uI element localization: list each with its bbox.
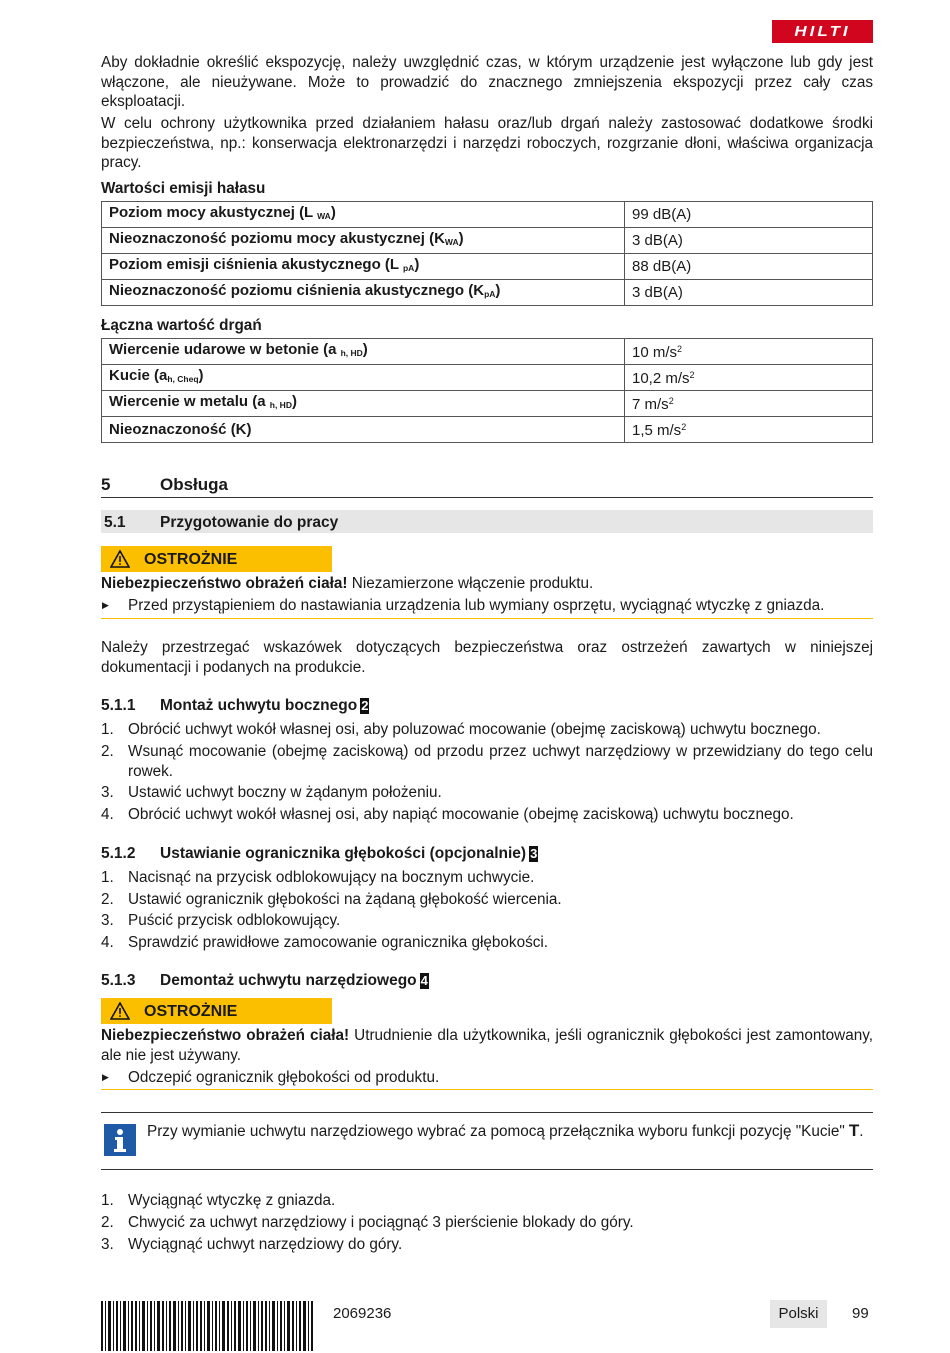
vibration-table [101, 338, 873, 443]
noise-table-title: Wartości emisji hałasu [101, 180, 266, 197]
safety-note: Należy przestrzegać wskazówek dotyczących bezpieczeństwa oraz ostrzeżeń zawartych w niniejszej dokumentacji i podanych na produkcie. [101, 639, 873, 676]
vibration-table-title: Łączna wartość drgań [101, 317, 262, 334]
warning-divider [101, 618, 873, 619]
table-row: Wiercenie udarowe w betonie (a $_{h, HD}$) 10 $m/s^2$ [102, 339, 873, 365]
table-row: Poziom mocy akustycznej (L $_{WA}$) 99 dB(A) [102, 202, 873, 228]
section-heading-5: 5 Obsługa [101, 473, 873, 498]
bullet-arrow-icon: ▶ [102, 1072, 109, 1082]
table-row: Poziom emisji ciśnienia akustycznego (L $_{pA}$) 88 dB(A) [102, 254, 873, 280]
figure-reference: 4 [420, 973, 428, 988]
section-heading-5-1: 5.1 Przygotowanie do pracy [101, 510, 873, 533]
hilti-logo: HILTI [772, 20, 873, 43]
chisel-mode-icon: T [848, 1121, 860, 1140]
warning-1-text: Niebezpieczeństwo obrażeń ciała! Niezamierzone włączenie produktu. [101, 575, 594, 592]
warning-triangle-icon [110, 1002, 130, 1020]
table-row: Nieoznaczoność poziomu ciśnienia akustycznego $(K_{pA})$ 3 dB(A) [102, 280, 873, 306]
page-number: 99 [852, 1305, 869, 1322]
document-number: 2069236 [333, 1305, 392, 1322]
table-row: Nieoznaczoność (K) 1,5 $m/s^2$ [102, 417, 873, 443]
caution-label-2: OSTROŻNIE [101, 998, 332, 1024]
table-row: Kucie $(a_{h, Cheq})$ 10,2 $m/s^2$ [102, 365, 873, 391]
warning-2-text: Niebezpieczeństwo obrażeń ciała! Utrudnienie dla użytkownika, jeśli ogranicznik głębokości jest zamontowany, ale nie jest używany. [101, 1027, 873, 1064]
language-badge: Polski [770, 1300, 827, 1328]
table-row: Wiercenie w metalu (a $_{h, HD}$) 7 $m/s^2$ [102, 391, 873, 417]
figure-reference: 3 [530, 846, 538, 861]
warning-triangle-icon [110, 550, 130, 568]
figure-reference: 2 [361, 698, 369, 713]
intro-paragraph-2: W celu ochrony użytkownika przed działaniem hałasu oraz/lub drgań należy zastosować dodatkowe środki bezpieczeństwa, np.: konserwacja elektronarzędzi i narzędzi roboczych, rozgrzanie dłoni, właściwa organizacja pracy. [101, 115, 873, 171]
noise-table [101, 201, 873, 306]
warning-divider [101, 1089, 873, 1090]
intro-paragraph-1: Aby dokładnie określić ekspozycję, należy uwzględnić czas, w którym urządzenie jest wyłączone lub gdy jest włączone, ale nieużywane. Może to prowadzić do znacznego zmniejszenia ekspozycji przez cały czas eksploatacji. [101, 54, 873, 110]
table-row: Nieoznaczoność poziomu mocy akustycznej $(K_{WA})$ 3 dB(A) [102, 228, 873, 254]
info-note: Przy wymianie uchwytu narzędziowego wybrać za pomocą przełącznika wyboru funkcji pozycję "Kucie" T. [101, 1112, 873, 1170]
info-icon [104, 1124, 136, 1156]
bullet-arrow-icon: ▶ [102, 600, 109, 610]
caution-label-1: OSTROŻNIE [101, 546, 332, 572]
barcode-image [101, 1301, 315, 1351]
